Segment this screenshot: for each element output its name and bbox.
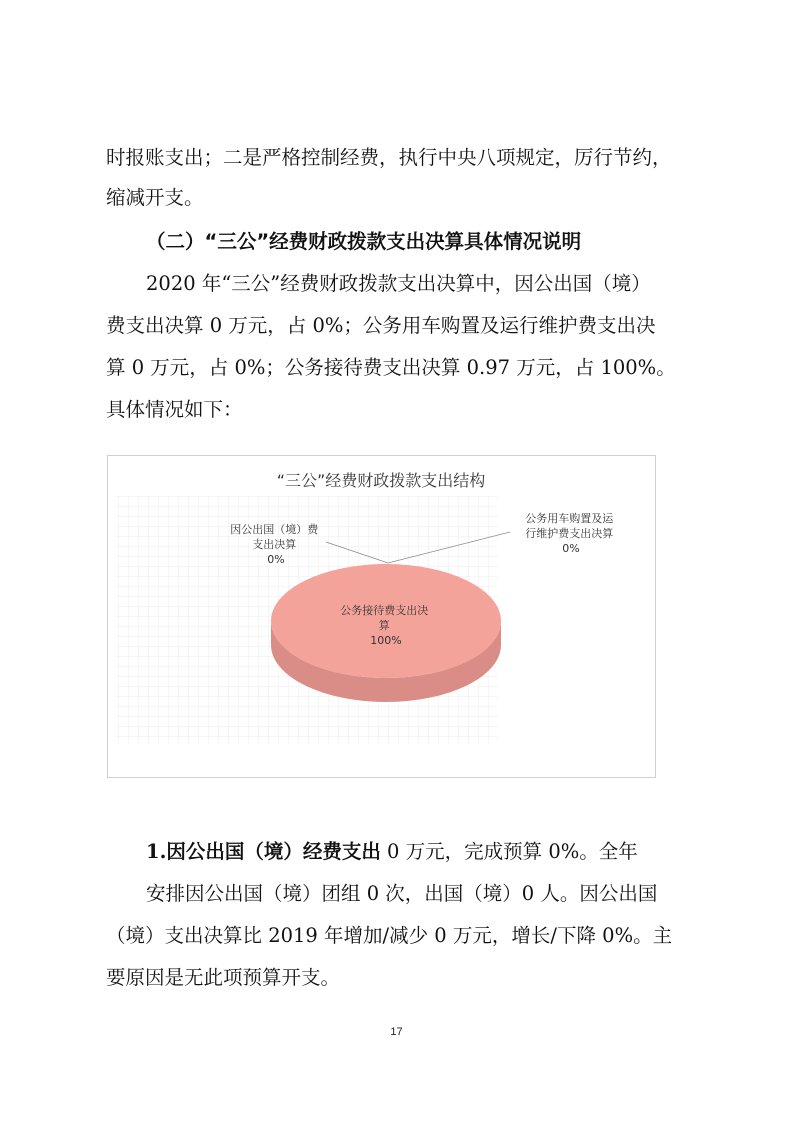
paragraph-line: 2020 年“三公”经费财政拨款支出决算中，因公出国（境）: [146, 272, 651, 295]
paragraph-line: 费支出决算 0 万元，占 0%；公务用车购置及运行维护费支出决: [106, 314, 656, 337]
chart-title: “三公”经费财政拨款支出结构: [276, 471, 486, 490]
paragraph-line: 安排因公出国（境）团组 0 次，出国（境）0 人。因公出国: [146, 882, 658, 905]
section-heading: （二）“三公”经费财政拨款支出决算具体情况说明: [146, 230, 582, 253]
paragraph-text: 0 万元，完成预算 0%。全年: [380, 840, 638, 863]
data-label: 支出决算: [252, 538, 297, 551]
svg-text:公务用车购置及运 行维护费支出决算: [525, 511, 617, 555]
data-label: 算: [378, 619, 390, 632]
data-label: 0%: [267, 553, 285, 566]
paragraph-line: 缩减开支。: [106, 186, 204, 209]
pie-chart: [107, 455, 656, 778]
page-number: 17: [390, 1026, 403, 1038]
paragraph-line: [146, 838, 638, 866]
paragraph-line: 要原因是无此项预算开支。: [106, 966, 341, 989]
data-label: 0%: [562, 542, 580, 555]
data-label: 公务用车购置及运: [525, 512, 614, 525]
data-label: 公务接待费支出决: [340, 604, 429, 617]
paragraph-line: 时报账支出；二是严格控制经费，执行中央八项规定，厉行节约，: [106, 146, 672, 169]
paragraph-line: 具体情况如下：: [106, 398, 243, 421]
paragraph-line: 算 0 万元，占 0%；公务接待费支出决算 0.97 万元，占 100%。: [106, 356, 676, 379]
paragraph-line: （境）支出决算比 2019 年增加/减少 0 万元，增长/下降 0%。主: [106, 924, 673, 947]
data-label: 行维护费支出决算: [525, 527, 614, 540]
data-label: 100%: [370, 634, 402, 647]
data-label: 因公出国（境）费: [230, 523, 319, 536]
subheading: 1.因公出国（境）经费支出: [146, 840, 381, 863]
